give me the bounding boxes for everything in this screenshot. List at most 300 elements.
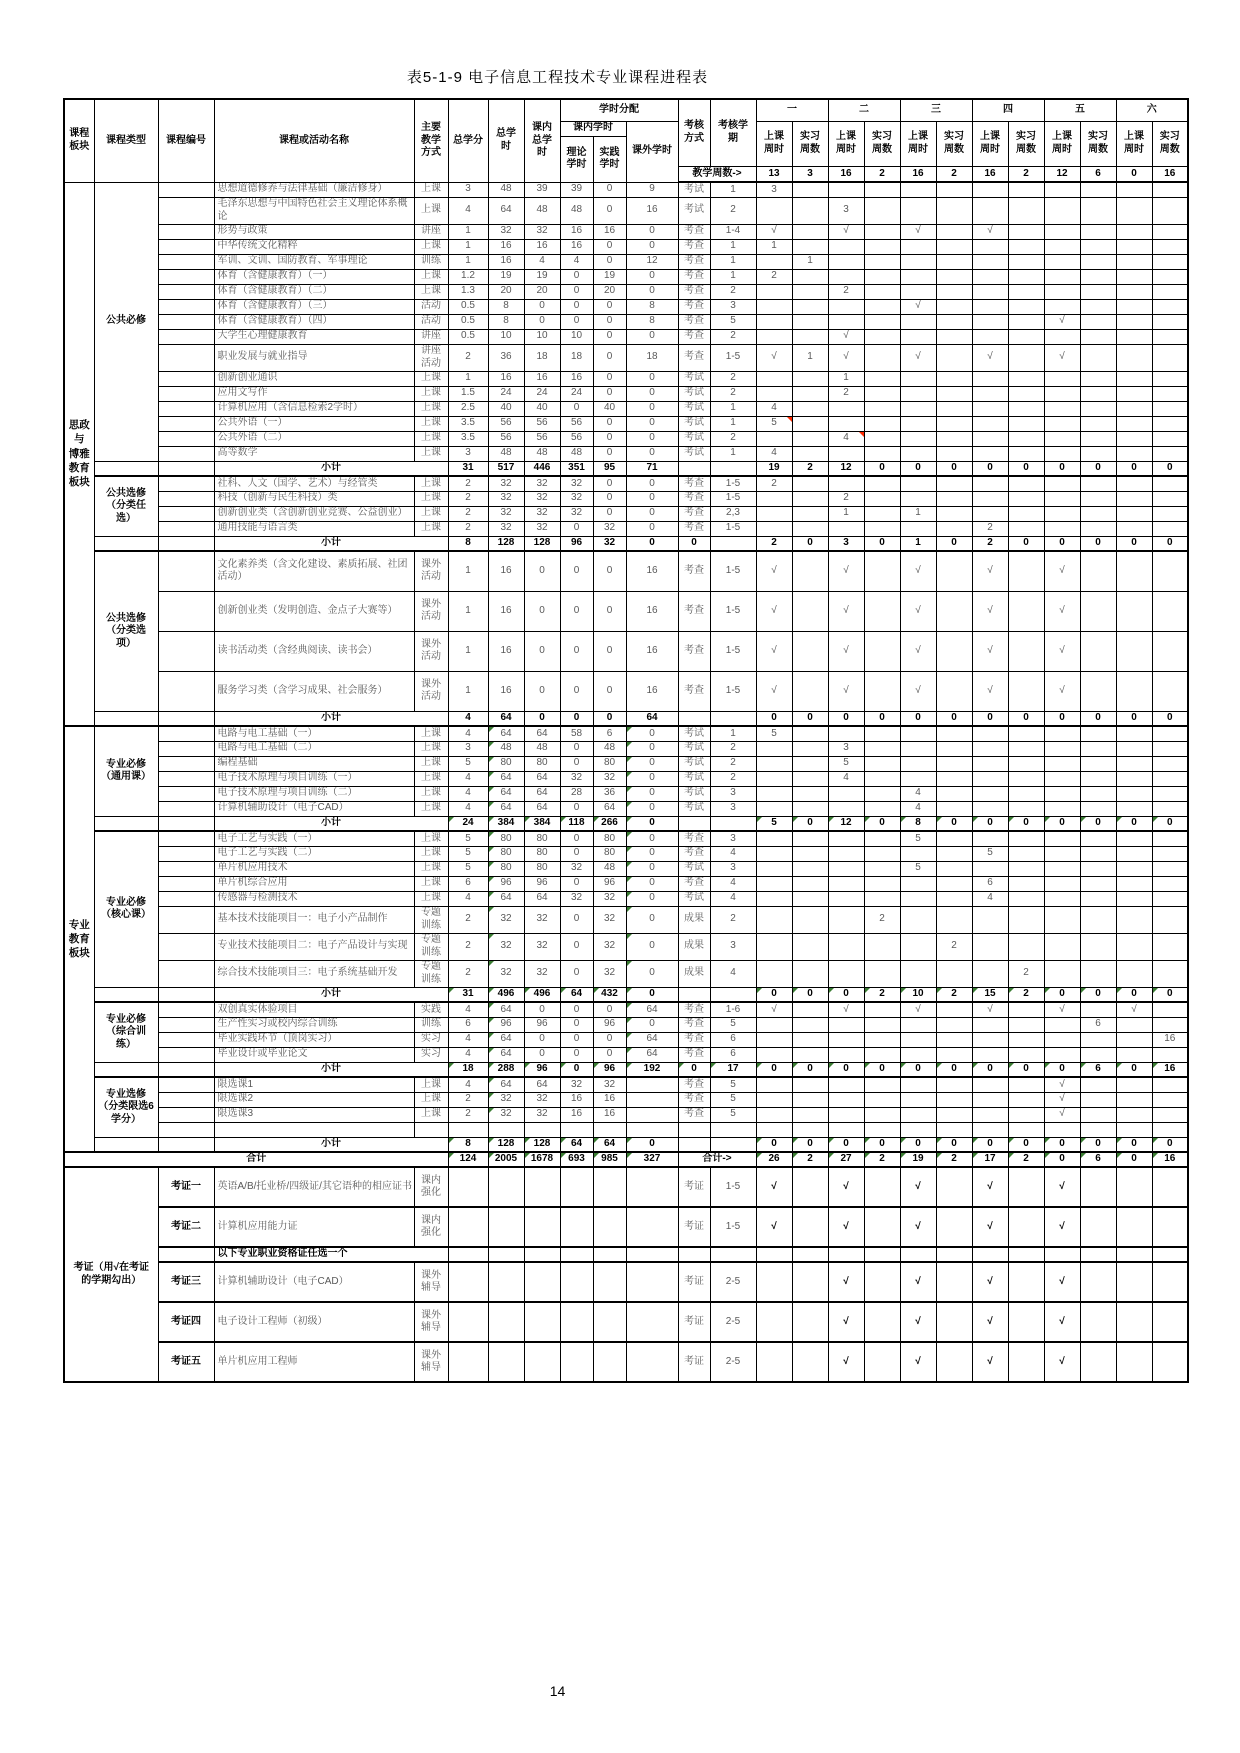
cell: 考查 xyxy=(678,269,710,284)
cell xyxy=(1116,491,1152,506)
cell: 考查 xyxy=(678,591,710,631)
cell: 0 xyxy=(593,1047,626,1062)
cell: 192 xyxy=(626,1062,678,1077)
cell: 考查 xyxy=(678,1017,710,1032)
cell xyxy=(1008,416,1044,431)
cell xyxy=(864,371,900,386)
cell xyxy=(936,846,972,861)
cell xyxy=(792,401,828,416)
cell xyxy=(1152,182,1188,197)
cell xyxy=(792,861,828,876)
cell xyxy=(792,521,828,536)
cell xyxy=(1080,1107,1116,1122)
cell xyxy=(158,197,214,224)
cell: 496 xyxy=(524,987,560,1002)
cell: 27 xyxy=(828,1152,864,1167)
cell xyxy=(864,846,900,861)
cell xyxy=(972,506,1008,521)
block-label: 思政 与 博雅 教育 板块 xyxy=(64,182,94,726)
cell: 上课 xyxy=(414,506,448,521)
cell: 16 xyxy=(488,551,524,591)
cell: 0 xyxy=(1116,987,1152,1002)
cell: 考查 xyxy=(678,846,710,861)
subtotal-label: 小计 xyxy=(214,816,448,831)
cell xyxy=(626,1107,678,1122)
cell xyxy=(972,1107,1008,1122)
cell xyxy=(1008,224,1044,239)
cell: 1.2 xyxy=(448,269,488,284)
cell xyxy=(1080,933,1116,960)
header-cell: 上课 周时 xyxy=(756,121,792,166)
cell: 1-5 xyxy=(710,476,756,491)
subtotal-label: 小计 xyxy=(214,1062,448,1077)
cell: 8 xyxy=(488,314,524,329)
cell xyxy=(158,1107,214,1122)
table-row xyxy=(64,299,1188,314)
cell xyxy=(626,1262,678,1302)
cell xyxy=(158,1047,214,1062)
cell: 4 xyxy=(524,254,560,269)
header-cell: 总学 时 xyxy=(488,99,524,182)
cell: 上课 xyxy=(414,786,448,801)
cell xyxy=(828,801,864,816)
cell: 0 xyxy=(864,1137,900,1152)
header-cell: 课程编号 xyxy=(158,99,214,182)
course-name: 电路与电工基础（二） xyxy=(214,741,414,756)
cell: 0 xyxy=(1152,536,1188,551)
cell xyxy=(936,876,972,891)
cell: 上课 xyxy=(414,771,448,786)
cell: 0 xyxy=(560,831,593,846)
cell xyxy=(1080,591,1116,631)
cell: 2005 xyxy=(488,1152,524,1167)
cell xyxy=(158,786,214,801)
cell: 32 xyxy=(593,521,626,536)
cell: 16 xyxy=(593,224,626,239)
cell: 2 xyxy=(1008,1152,1044,1167)
cell xyxy=(792,1262,828,1302)
cell xyxy=(1116,299,1152,314)
cell: 64 xyxy=(488,1002,524,1017)
cell: √ xyxy=(756,1207,792,1247)
cell: 0 xyxy=(560,671,593,711)
cell xyxy=(158,371,214,386)
cell xyxy=(1080,756,1116,771)
cell xyxy=(936,1017,972,1032)
cell xyxy=(756,197,792,224)
cell xyxy=(1152,1207,1188,1247)
course-name: 形势与政策 xyxy=(214,224,414,239)
cell xyxy=(792,831,828,846)
cell xyxy=(1152,741,1188,756)
cell: 24 xyxy=(488,386,524,401)
cell: 专题 训练 xyxy=(414,906,448,933)
cell: 0 xyxy=(626,1017,678,1032)
cell xyxy=(1008,1122,1044,1137)
cell xyxy=(1008,861,1044,876)
cell: 考查 xyxy=(678,1092,710,1107)
cell: 以下专业职业资格证任选一个 xyxy=(214,1247,448,1262)
cell xyxy=(448,1122,488,1137)
course-name: 公共外语（一） xyxy=(214,416,414,431)
cell: 2 xyxy=(792,1152,828,1167)
course-name: 电路与电工基础（一） xyxy=(214,726,414,741)
cell: 64 xyxy=(488,726,524,741)
cell xyxy=(936,771,972,786)
cell: 124 xyxy=(448,1152,488,1167)
cell xyxy=(864,284,900,299)
cell xyxy=(972,269,1008,284)
cell xyxy=(1008,182,1044,197)
cell: 2 xyxy=(710,386,756,401)
header-cell: 16 xyxy=(972,166,1008,182)
cell: 32 xyxy=(488,506,524,521)
cell xyxy=(593,1122,626,1137)
cell xyxy=(864,891,900,906)
cell xyxy=(1008,239,1044,254)
cell xyxy=(1044,329,1080,344)
cell xyxy=(1152,756,1188,771)
cell xyxy=(972,416,1008,431)
cell: 4 xyxy=(710,960,756,987)
cell: 0 xyxy=(560,1047,593,1062)
certificate-row xyxy=(64,1342,1188,1382)
cell: 0 xyxy=(593,506,626,521)
cell: 32 xyxy=(593,933,626,960)
cell xyxy=(626,1167,678,1207)
cell: 上课 xyxy=(414,491,448,506)
cell: 18 xyxy=(626,344,678,371)
cell xyxy=(1116,431,1152,446)
cell xyxy=(1044,861,1080,876)
cell xyxy=(1008,891,1044,906)
cell: 0 xyxy=(560,711,593,726)
cell: 32 xyxy=(524,224,560,239)
cell xyxy=(864,1207,900,1247)
cell: 考查 xyxy=(678,521,710,536)
cell: 0 xyxy=(593,711,626,726)
cell: 0 xyxy=(1008,461,1044,476)
cell xyxy=(792,182,828,197)
cell: √ xyxy=(1044,671,1080,711)
cell xyxy=(864,1002,900,1017)
subtotal-row xyxy=(64,536,1188,551)
cell: √ xyxy=(900,1342,936,1382)
cell xyxy=(936,741,972,756)
cell xyxy=(1152,1167,1188,1207)
cell: √ xyxy=(828,551,864,591)
cell xyxy=(1152,1002,1188,1017)
cell: 16 xyxy=(488,371,524,386)
cell: 0 xyxy=(593,671,626,711)
cell xyxy=(828,1247,864,1262)
cell: 考查 xyxy=(678,631,710,671)
table-row xyxy=(64,1002,1188,1017)
cell xyxy=(1080,1207,1116,1247)
cell xyxy=(158,344,214,371)
cell xyxy=(864,671,900,711)
cell xyxy=(936,431,972,446)
cell: 2 xyxy=(864,987,900,1002)
cell: 专题 训练 xyxy=(414,933,448,960)
cell: 80 xyxy=(488,831,524,846)
cell xyxy=(1044,491,1080,506)
cell: 考试 xyxy=(678,786,710,801)
cell: 2 xyxy=(448,960,488,987)
cell: √ xyxy=(900,1262,936,1302)
cell: 考查 xyxy=(678,239,710,254)
cell xyxy=(158,269,214,284)
cell: 1-5 xyxy=(710,551,756,591)
cell: 2 xyxy=(756,536,792,551)
cell: 0 xyxy=(593,491,626,506)
cell xyxy=(1116,831,1152,846)
cell xyxy=(828,891,864,906)
cell: 64 xyxy=(488,1047,524,1062)
cell: 0 xyxy=(1116,1152,1152,1167)
cell: 0 xyxy=(900,1062,936,1077)
cell xyxy=(524,1167,560,1207)
cell xyxy=(864,401,900,416)
cell: 0 xyxy=(1044,536,1080,551)
cell xyxy=(524,1207,560,1247)
cell: 3 xyxy=(710,831,756,846)
table-row xyxy=(64,1077,1188,1092)
cell xyxy=(1152,1047,1188,1062)
cell xyxy=(1116,1032,1152,1047)
cell: 上课 xyxy=(414,371,448,386)
cell: 0 xyxy=(1044,711,1080,726)
cell xyxy=(158,756,214,771)
cell: 32 xyxy=(524,1107,560,1122)
cell xyxy=(936,386,972,401)
cell: 2 xyxy=(448,476,488,491)
cell xyxy=(1080,1032,1116,1047)
cell xyxy=(1008,1092,1044,1107)
table-row xyxy=(64,1107,1188,1122)
cell: 0 xyxy=(864,1062,900,1077)
table-row xyxy=(64,846,1188,861)
table-row xyxy=(64,771,1188,786)
cell xyxy=(828,1047,864,1062)
cell: √ xyxy=(972,1342,1008,1382)
cell xyxy=(710,1122,756,1137)
cell xyxy=(936,1107,972,1122)
cell xyxy=(1080,1302,1116,1342)
cell xyxy=(1008,431,1044,446)
cell xyxy=(1008,1342,1044,1382)
cell: 0 xyxy=(1152,461,1188,476)
cell xyxy=(1044,756,1080,771)
cell: √ xyxy=(900,631,936,671)
cell: √ xyxy=(972,551,1008,591)
cell xyxy=(936,726,972,741)
cell: 课外 辅导 xyxy=(414,1262,448,1302)
cell: 4 xyxy=(828,771,864,786)
cell xyxy=(1080,786,1116,801)
cell xyxy=(756,741,792,756)
course-name: 体育（含健康教育）（二） xyxy=(214,284,414,299)
cell: 课内 强化 xyxy=(414,1167,448,1207)
cell xyxy=(524,1247,560,1262)
cell xyxy=(1116,671,1152,711)
cell: 64 xyxy=(524,771,560,786)
cell: 0 xyxy=(792,1137,828,1152)
course-name: 电子设计工程师（初级） xyxy=(214,1302,414,1342)
cell: 0 xyxy=(626,831,678,846)
cell xyxy=(936,401,972,416)
cell xyxy=(756,329,792,344)
cell: 16 xyxy=(626,671,678,711)
cell: √ xyxy=(1044,1302,1080,1342)
cell xyxy=(678,1122,710,1137)
cell xyxy=(1008,314,1044,329)
cell: 266 xyxy=(593,816,626,831)
cell xyxy=(1080,1167,1116,1207)
cell: 64 xyxy=(524,801,560,816)
cell: 0 xyxy=(626,269,678,284)
cell: √ xyxy=(900,1207,936,1247)
cell xyxy=(792,756,828,771)
cell: 16 xyxy=(524,371,560,386)
cell xyxy=(1116,591,1152,631)
cell: 0 xyxy=(560,876,593,891)
cell: 32 xyxy=(593,536,626,551)
cell: 4 xyxy=(900,801,936,816)
cell: 48 xyxy=(488,182,524,197)
cell: 4 xyxy=(448,1002,488,1017)
cell xyxy=(1152,401,1188,416)
cell: 32 xyxy=(593,891,626,906)
cell: 4 xyxy=(448,726,488,741)
cell: 讲座 xyxy=(414,224,448,239)
cert-label: 考证四 xyxy=(158,1302,214,1342)
cell: 32 xyxy=(560,476,593,491)
cell xyxy=(593,1207,626,1247)
cell: 0 xyxy=(1080,816,1116,831)
course-name: 毕业实践环节（顶岗实习） xyxy=(214,1032,414,1047)
cell xyxy=(864,224,900,239)
cell: 56 xyxy=(488,431,524,446)
course-name: 限选课3 xyxy=(214,1107,414,1122)
cell xyxy=(972,491,1008,506)
cell: 0 xyxy=(1152,1137,1188,1152)
cell: 0 xyxy=(972,1137,1008,1152)
cell xyxy=(936,491,972,506)
cell xyxy=(158,416,214,431)
header-cell: 学时分配 xyxy=(560,99,678,121)
cell xyxy=(936,906,972,933)
cell: 32 xyxy=(524,506,560,521)
cell: 0 xyxy=(626,416,678,431)
cell: 32 xyxy=(488,933,524,960)
course-name: 通用技能与语言类 xyxy=(214,521,414,536)
cell: 2 xyxy=(828,386,864,401)
cell xyxy=(1008,476,1044,491)
cell: 0 xyxy=(792,987,828,1002)
cell: 3 xyxy=(710,801,756,816)
cell xyxy=(936,239,972,254)
cell: 32 xyxy=(488,960,524,987)
cell: 上课 xyxy=(414,446,448,461)
cell: √ xyxy=(828,1342,864,1382)
course-type-label: 专业必修 （综合训 练） xyxy=(94,1002,158,1062)
cell xyxy=(756,386,792,401)
cell xyxy=(900,1092,936,1107)
cell: 0 xyxy=(593,551,626,591)
cell xyxy=(1080,1247,1116,1262)
cell xyxy=(828,521,864,536)
cell: 32 xyxy=(593,960,626,987)
header-cell: 二 xyxy=(828,99,900,121)
cell xyxy=(936,1167,972,1207)
cell: 5 xyxy=(448,831,488,846)
table-row xyxy=(64,1047,1188,1062)
cell xyxy=(1008,386,1044,401)
cell xyxy=(864,329,900,344)
course-name: 毕业设计或毕业论文 xyxy=(214,1047,414,1062)
cell: 0 xyxy=(1116,816,1152,831)
course-name: 计算机应用（含信息检索2学时） xyxy=(214,401,414,416)
cell xyxy=(1080,446,1116,461)
cell xyxy=(1116,224,1152,239)
cell xyxy=(560,1167,593,1207)
cell: 48 xyxy=(524,197,560,224)
cell: 10 xyxy=(524,329,560,344)
course-name: 单片机应用工程师 xyxy=(214,1342,414,1382)
cell xyxy=(1044,371,1080,386)
table-row xyxy=(64,371,1188,386)
header-cell: 3 xyxy=(792,166,828,182)
cell xyxy=(448,1262,488,1302)
cell xyxy=(936,224,972,239)
cell xyxy=(936,631,972,671)
cell xyxy=(1008,506,1044,521)
cell: 0 xyxy=(626,801,678,816)
cell xyxy=(1044,960,1080,987)
cell: 64 xyxy=(488,786,524,801)
cell xyxy=(158,960,214,987)
cell: 0 xyxy=(626,446,678,461)
cell: 考查 xyxy=(678,1032,710,1047)
cell: √ xyxy=(828,224,864,239)
cell: 4 xyxy=(448,1077,488,1092)
cell xyxy=(158,816,214,831)
cell xyxy=(1044,446,1080,461)
course-name: 应用文写作 xyxy=(214,386,414,401)
cell xyxy=(936,1262,972,1302)
cell xyxy=(1152,786,1188,801)
course-name: 公共外语（二） xyxy=(214,431,414,446)
cell: 96 xyxy=(488,876,524,891)
cell: 0 xyxy=(1152,711,1188,726)
grand-total-label: 合计 xyxy=(64,1152,448,1167)
cell: 693 xyxy=(560,1152,593,1167)
cell: 18 xyxy=(524,344,560,371)
cell: 96 xyxy=(593,1062,626,1077)
cell: 考查 xyxy=(678,254,710,269)
cell: 2 xyxy=(448,521,488,536)
cell: 0 xyxy=(524,551,560,591)
cell xyxy=(488,1247,524,1262)
cell: 32 xyxy=(593,771,626,786)
course-name: 科技（创新与民生科技）类 xyxy=(214,491,414,506)
cell: 0 xyxy=(626,476,678,491)
cell: 517 xyxy=(488,461,524,476)
course-name: 单片机综合应用 xyxy=(214,876,414,891)
cell xyxy=(900,1107,936,1122)
cell: 4 xyxy=(448,711,488,726)
